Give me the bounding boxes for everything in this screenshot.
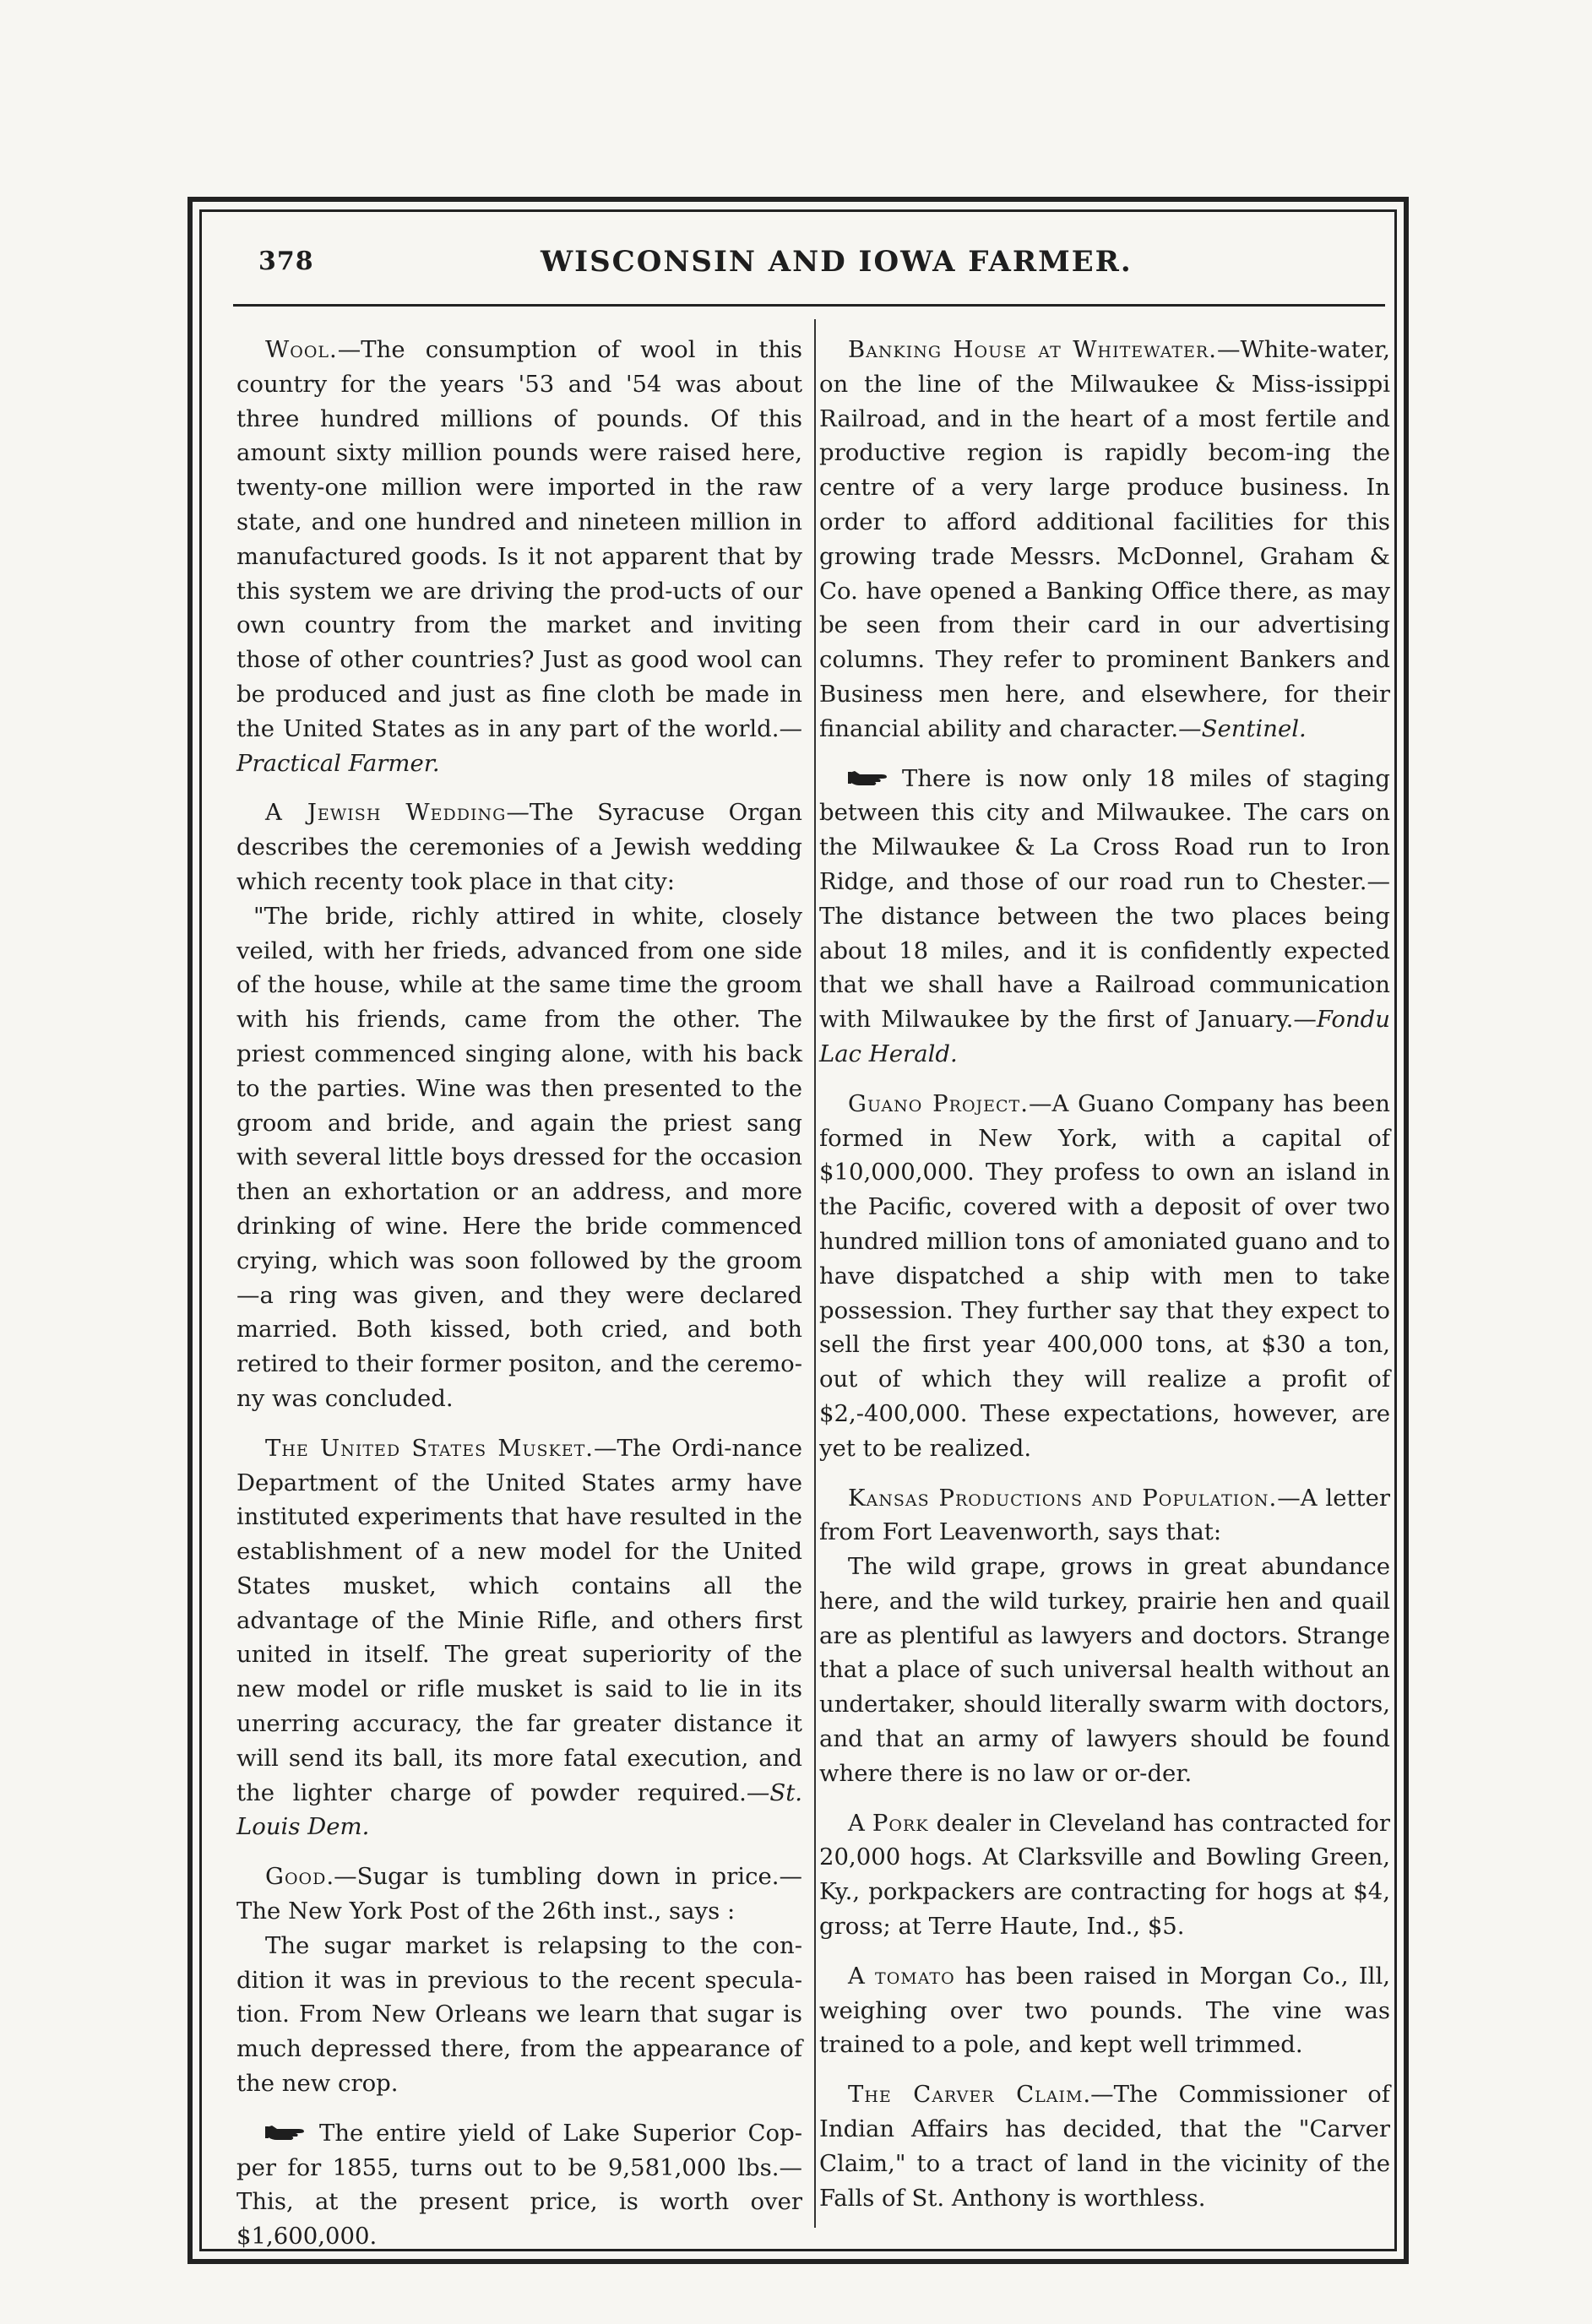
article-paragraph: [236, 1860, 802, 1929]
article-lead: Guano Project.: [848, 1089, 1029, 1117]
article-sugar: [236, 1860, 802, 2101]
article-paragraph: [819, 1806, 1390, 1944]
article-body: .—Sugar is tumbling down in price.— The New York Post of the 26th inst., says :: [236, 1863, 802, 1925]
article-banking: [819, 333, 1390, 747]
article-paragraph: [819, 762, 1390, 1072]
article-lead: The Carver Claim: [848, 2081, 1084, 2109]
article-musket: [236, 1431, 802, 1845]
article-paragraph: [236, 1431, 802, 1845]
article-lead-prefix: A: [848, 1809, 872, 1837]
column-divider: [814, 319, 816, 2228]
article-source: —St. Louis Dem.: [236, 1778, 802, 1841]
pointing-hand-icon: [265, 2122, 316, 2142]
article-paragraph: [819, 1959, 1390, 2062]
article-body: —The Ordi-nance Department of the United States army have instituted experiments that have resulted in the establishment of a new model for the United States musket, which contains all the advantage of the Minie Rifle, and others first united in itself. The great superiority of the new model or rifle musket is said to lie in its unerring accuracy, the far greater distance it will send its ball, its more fatal execution, and the lighter charge of powder required.: [236, 1434, 802, 1806]
article-pork: [819, 1806, 1390, 1944]
article-body: There is now only 18 miles of staging between this city and Milwaukee. The cars on the Milwaukee & La Cross Road run to Iron Ridge, and those of our road run to Chester.— The distance between the two places being about 18 miles, and it is confidently expected that we shall have a Railroad communication with Milwaukee by the first of January.—: [819, 764, 1390, 1034]
article-body: has been raised in Morgan Co., Ill, weighing over two pounds. The vine was trained to a pole, and kept well trimmed.: [819, 1962, 1390, 2059]
article-staging: [819, 762, 1390, 1072]
header-rule: [233, 304, 1385, 307]
article-tomato: [819, 1959, 1390, 2062]
article-body: The entire yield of Lake Superior Cop-per for 1855, turns out to be 9,581,000 lbs.— This, at the present price, is worth over $1,600,000.: [236, 2119, 802, 2251]
article-carver-claim: [819, 2077, 1390, 2215]
article-body: —A letter from Fort Leavenworth, says that:: [819, 1484, 1390, 1546]
article-lead: tomato: [875, 1962, 955, 1990]
article-body: —The consumption of wool in this country for the years '53 and '54 was about three hundred millions of pounds. Of this amount sixty million pounds were raised here, twenty-one million were imported in the raw state, and one hundred and nineteen million in manufactured goods. Is it not apparent that by this system we are driving the prod-ucts of our own country from the market and inviting those of other countries? Just as good wool can be produced and just as fine cloth be made in the United States as in any part of the world.: [236, 336, 802, 742]
article-body: —White-water, on the line of the Milwaukee & Miss-issippi Railroad, and in the heart of a most fertile and productive region is rapidly becom-ing the centre of a very large produce business. In order to afford additional facilities for this growing trade Messrs. McDonnel, Graham & Co. have opened a Banking Office there, as may be seen from their card in our advertising columns. They refer to prominent Bankers and Business men here, and elsewhere, for their financial ability and character.: [819, 336, 1390, 742]
article-kansas: [819, 1481, 1390, 1791]
article-paragraph: [236, 2116, 802, 2254]
article-body: —A Guano Company has been formed in New York, with a capital of $10,000,000. They profess to own an island in the Pacific, covered with a deposit of over two hundred million tons of amoniated guano and to have dispatched a ship with men to take possession. They further say that they expect to sell the first year 400,000 tons, at $30 a ton, out of which they will realize a profit of $2,-400,000. These expectations, however, are yet to be realized.: [819, 1089, 1391, 1462]
article-lead-prefix: A: [848, 1962, 876, 1990]
article-copper: [236, 2116, 802, 2254]
article-paragraph: [819, 333, 1390, 747]
right-column: [819, 333, 1390, 2230]
article-lead: The United States Musket.: [265, 1434, 595, 1462]
article-wool: [236, 333, 802, 780]
article-body: .—The Commissioner of Indian Affairs has decided, that the "Carver Claim," to a tract of land in the vicinity of the Falls of St. Anthony is worthless.: [819, 2081, 1390, 2212]
article-source: —Practical Farmer.: [236, 714, 802, 777]
article-quote: The wild grape, grows in great abundance here, and the wild turkey, prairie hen and quail are as plentiful as lawyers and doctors. Strange that a place of such universal health without an undertaker, should literally swarm with doctors, and that an army of lawyers should be found where there is no law or or-der.: [819, 1553, 1390, 1787]
article-paragraph: [236, 333, 802, 780]
article-lead: Pork: [872, 1809, 929, 1837]
article-jewish-wedding: [236, 795, 802, 1415]
page-number: 378: [258, 247, 314, 276]
pointing-hand-icon: [848, 768, 899, 788]
article-paragraph: [819, 2077, 1390, 2215]
article-lead: Banking House at Whitewater.: [848, 336, 1217, 363]
article-quote: The sugar market is relapsing to the con-dition it was in previous to the recent specula-tion. From New Orleans we learn that sugar is much depressed there, from the appearance of the new crop.: [236, 1931, 802, 2098]
article-lead: A Jewish Wedding: [265, 799, 507, 827]
article-paragraph: [819, 1481, 1390, 1550]
article-lead: Good: [265, 1863, 327, 1891]
running-title: WISCONSIN AND IOWA FARMER.: [541, 245, 1133, 279]
article-lead: Kansas Productions and Population.: [848, 1484, 1278, 1512]
article-source: Fondu Lac Herald.: [819, 1006, 1390, 1067]
article-lead: Wool.: [265, 336, 338, 363]
article-paragraph: [819, 1087, 1390, 1466]
article-body: dealer in Cleveland has contracted for 20,000 hogs. At Clarksville and Bowling Green, Ky., porkpackers are contracting for hogs at $4, gross; at Terre Haute, Ind., $5.: [819, 1809, 1390, 1941]
article-guano: [819, 1087, 1390, 1466]
article-body: —The Syracuse Organ describes the ceremonies of a Jewish wedding which recenty took place in that city:: [236, 799, 802, 895]
article-quote: "The bride, richly attired in white, closely veiled, with her frieds, advanced from one side of the house, while at the same time the groom with his friends, came from the other. The priest commenced singing alone, with his back to the parties. Wine was then presented to the groom and bride, and again the priest sang with several little boys dressed for the occasion then an exhortation or an address, and more drinking of wine. Here the bride commenced crying, which was soon followed by the groom —a ring was given, and they were declared married. Both kissed, both cried, and both retired to their former positon, and the ceremo-ny was concluded.: [236, 902, 802, 1412]
article-source: —Sentinel.: [1178, 714, 1307, 742]
article-paragraph: [236, 795, 802, 899]
running-header: [236, 247, 1385, 289]
left-column: [236, 333, 802, 2269]
